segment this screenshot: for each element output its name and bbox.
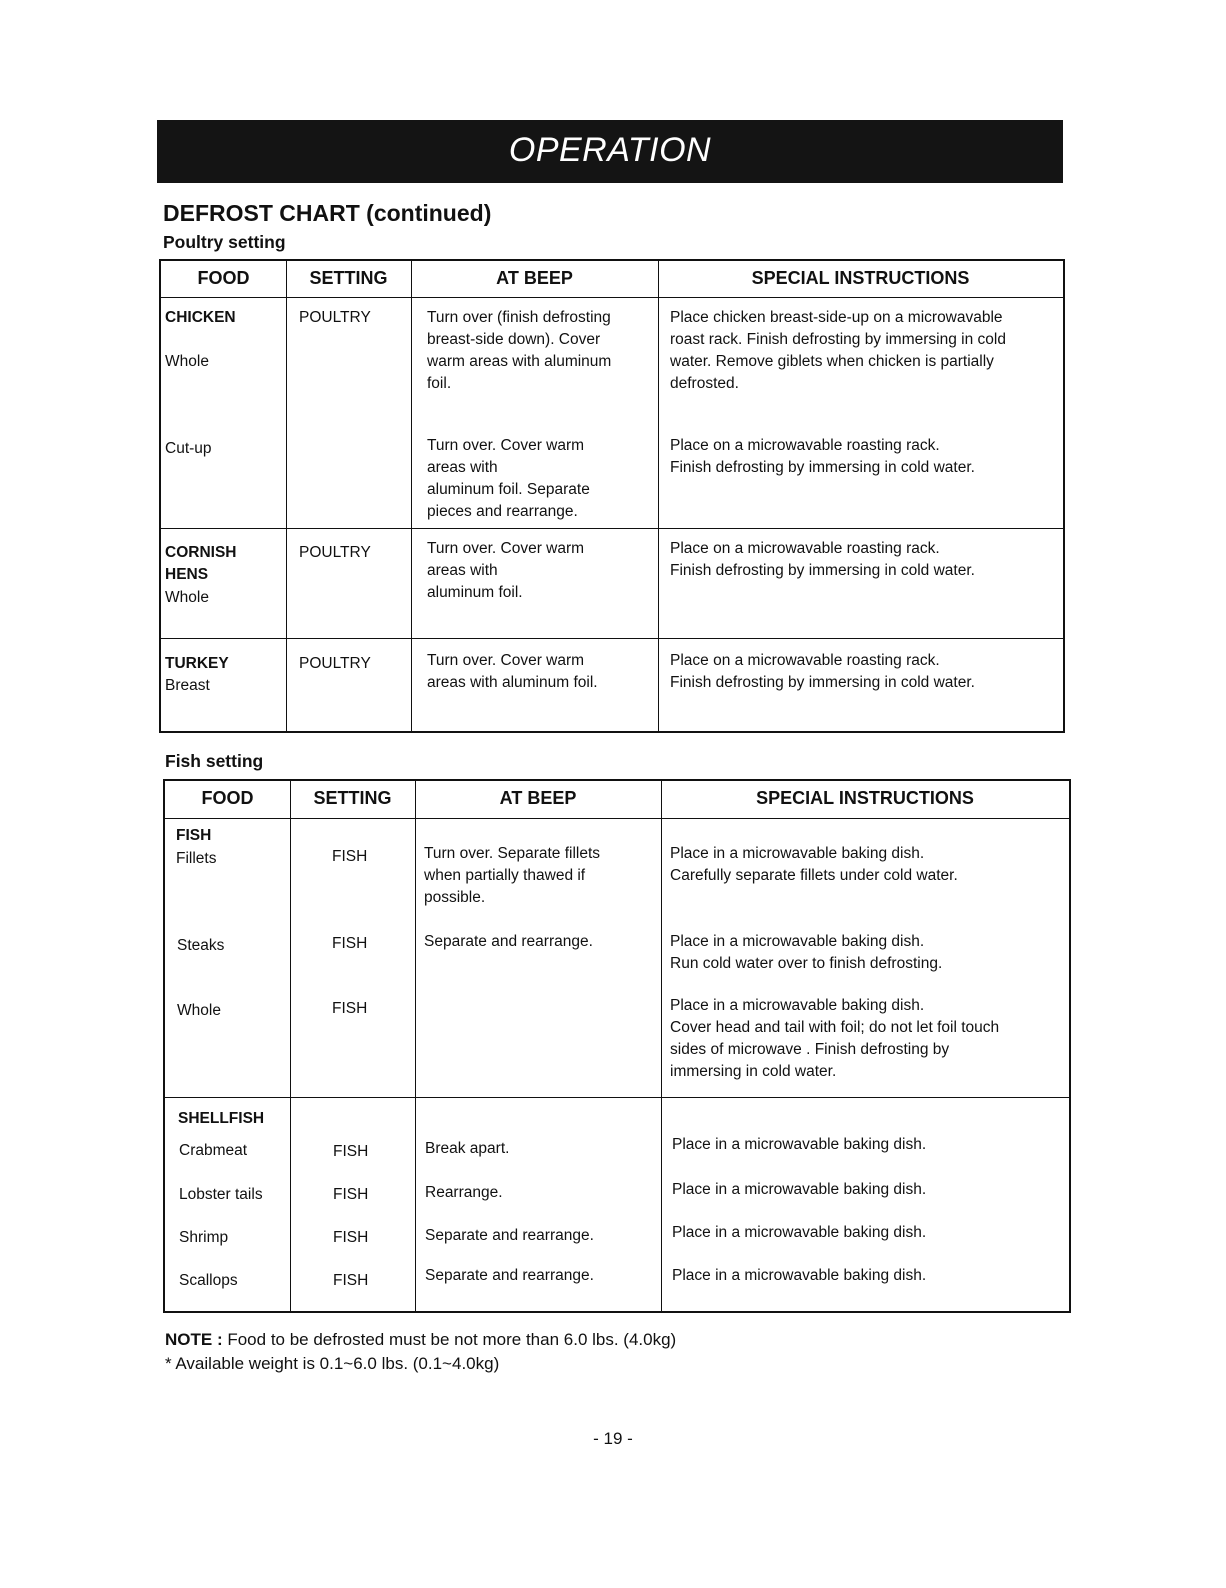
fish-table [163,779,1071,1313]
row-divider [161,528,1063,529]
food-chicken-cutup: Cut-up [165,440,212,457]
special-scallops: Place in a microwavable baking dish. [672,1267,927,1284]
at-beep-fish-steaks: Separate and rearrange. [424,933,593,950]
at-beep-scallops: Separate and rearrange. [425,1267,594,1284]
food-lobster-tails: Lobster tails [179,1186,263,1203]
food-fish-steaks: Steaks [177,937,225,954]
header-food: FOOD [197,268,250,288]
setting-turkey: POULTRY [299,655,371,672]
header-divider [161,297,1063,298]
food-turkey-breast: Breast [165,677,210,694]
special-crabmeat: Place in a microwavable baking dish. [672,1136,927,1153]
setting-chicken: POULTRY [299,309,371,326]
header-divider [165,818,1069,819]
special-cornish-hens: Place on a microwavable roasting rack. Finish defrosting by immersing in cold water. [670,540,975,579]
special-chicken-whole: Place chicken breast-side-up on a microwavable roast rack. Finish defrosting by immersing in cold water. Remove giblets when chicken is partially defrosted. [670,309,1006,392]
setting-fish-whole: FISH [332,1000,368,1017]
column-divider [286,261,287,731]
setting-shrimp: FISH [333,1229,369,1246]
food-scallops: Scallops [179,1272,238,1289]
food-fish-whole: Whole [177,1002,221,1019]
food-cornish-hens: CORNISH HENS [165,544,237,583]
header-special-instructions: SPECIAL INSTRUCTIONS [756,788,974,808]
food-chicken-whole: Whole [165,353,209,370]
setting-cornish-hens: POULTRY [299,544,371,561]
note-label: NOTE : [165,1330,223,1349]
special-fish-steaks: Place in a microwavable baking dish. Run cold water over to finish defrosting. [670,933,943,972]
food-chicken: CHICKEN [165,309,236,326]
column-divider [661,781,662,1311]
header-setting: SETTING [309,268,388,288]
food-turkey: TURKEY [165,655,229,672]
header-special-instructions: SPECIAL INSTRUCTIONS [751,268,970,288]
note-text: Food to be defrosted must be not more than 6.0 lbs. (4.0kg) [227,1330,677,1349]
column-divider [290,781,291,1311]
at-beep-cornish-hens: Turn over. Cover warm areas with aluminum foil. [427,540,585,601]
header-at-beep: AT BEEP [496,268,573,288]
setting-fish-steaks: FISH [332,935,368,952]
poultry-table [159,259,1065,733]
fish-subheading: Fish setting [165,751,264,771]
section-banner: OPERATION [157,120,1063,183]
column-divider [411,261,412,731]
food-cornish-hens-whole: Whole [165,589,209,606]
at-beep-fish-fillets: Turn over. Separate fillets when partially thawed if possible. [424,845,601,906]
food-fish: FISH [176,827,212,844]
row-divider [161,638,1063,639]
poultry-subheading: Poultry setting [163,232,286,252]
setting-crabmeat: FISH [333,1143,369,1160]
at-beep-chicken-whole: Turn over (finish defrosting breast-side down). Cover warm areas with aluminum foil. [427,309,612,392]
special-lobster-tails: Place in a microwavable baking dish. [672,1181,927,1198]
header-food: FOOD [201,788,254,808]
at-beep-lobster-tails: Rearrange. [425,1184,503,1201]
at-beep-crabmeat: Break apart. [425,1140,510,1157]
header-setting: SETTING [313,788,392,808]
note-available-weight: * Available weight is 0.1~6.0 lbs. (0.1~4.0kg) [165,1354,500,1373]
special-chicken-cutup: Place on a microwavable roasting rack. Finish defrosting by immersing in cold water. [670,437,975,476]
page-number: - 19 - [593,1429,633,1448]
at-beep-turkey: Turn over. Cover warm areas with aluminum foil. [427,652,598,691]
setting-lobster-tails: FISH [333,1186,369,1203]
food-shellfish: SHELLFISH [178,1110,265,1127]
note [165,1330,676,1350]
header-at-beep: AT BEEP [499,788,577,808]
special-shrimp: Place in a microwavable baking dish. [672,1224,927,1241]
food-crabmeat: Crabmeat [179,1142,248,1159]
at-beep-chicken-cutup: Turn over. Cover warm areas with aluminum foil. Separate pieces and rearrange. [427,437,590,520]
setting-fish-fillets: FISH [332,848,368,865]
page-title: DEFROST CHART (continued) [163,200,492,226]
column-divider [415,781,416,1311]
special-turkey: Place on a microwavable roasting rack. Finish defrosting by immersing in cold water. [670,652,975,691]
at-beep-shrimp: Separate and rearrange. [425,1227,594,1244]
special-fish-fillets: Place in a microwavable baking dish. Carefully separate fillets under cold water. [670,845,958,884]
column-divider [658,261,659,731]
row-divider [165,1097,1069,1098]
food-fish-fillets: Fillets [176,850,217,867]
setting-scallops: FISH [333,1272,369,1289]
food-shrimp: Shrimp [179,1229,229,1246]
special-fish-whole: Place in a microwavable baking dish. Cover head and tail with foil; do not let foil touch sides of microwave . Finish defrosting by immersing in cold water. [670,997,1000,1080]
